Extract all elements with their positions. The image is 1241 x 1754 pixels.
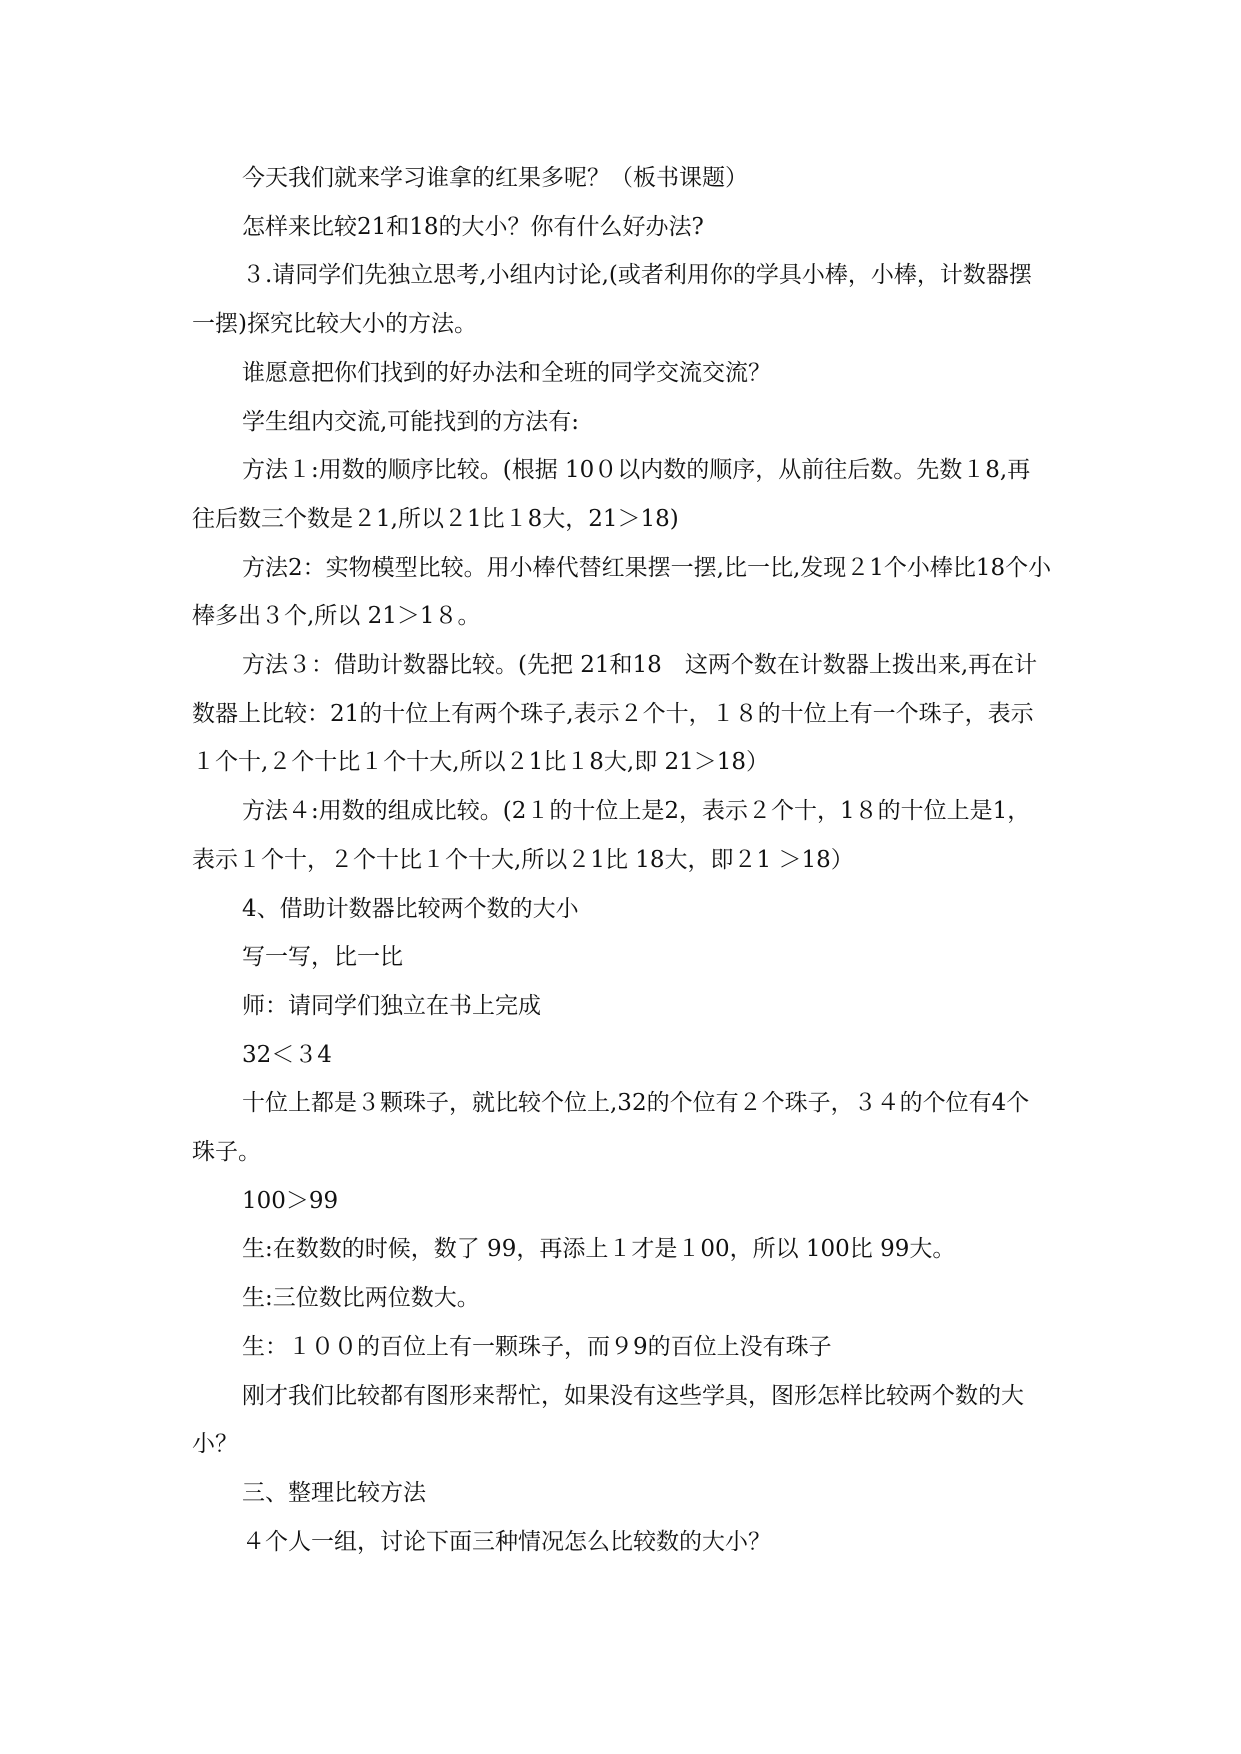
document-body xyxy=(192,154,1052,1566)
paragraph-student-answer-2: 生:三位数比两位数大。 xyxy=(242,1285,480,1312)
paragraph-method-4: 方法４:用数的组成比较。(2１的十位上是2，表示２个十，1８的十位上是1，表示１个十，２个十比１个十大,所以２1比 18大，即２1 ＞18） xyxy=(192,798,1031,873)
paragraph-explanation-32-34: 十位上都是３颗珠子，就比较个位上,32的个位有２个珠子，３４的个位有4个珠子。 xyxy=(192,1090,1030,1166)
paragraph-step-4-heading: 4、借助计数器比较两个数的大小 xyxy=(242,895,579,922)
paragraph-example-32-34: 32＜３4 xyxy=(242,1041,332,1068)
paragraph-without-tools-question: 刚才我们比较都有图形来帮忙，如果没有这些学具，图形怎样比较两个数的大小？ xyxy=(192,1382,1024,1458)
paragraph-step-3-instructions: ３.请同学们先独立思考,小组内讨论,(或者利用你的学具小棒，小棒，计数器摆一摆)探究比较大小的方法。 xyxy=(192,262,1032,338)
paragraph-lesson-title: 今天我们就来学习谁拿的红果多呢？（板书课题） xyxy=(242,165,748,191)
paragraph-teacher-instruction: 师：请同学们独立在书上完成 xyxy=(242,992,541,1019)
paragraph-student-answer-3: 生：１００的百位上有一颗珠子，而９9的百位上没有珠子 xyxy=(242,1333,832,1360)
paragraph-method-3: 方法３：借助计数器比较。(先把 21和18 这两个数在计数器上拨出来,再在计数器上比较：21的十位上有两个珠子,表示２个十，１８的十位上有一个珠子，表示１个十,２个十比１个十大,所以２1比１8大,即 21＞18） xyxy=(192,652,1038,776)
paragraph-section-3-heading: 三、整理比较方法 xyxy=(242,1479,426,1506)
paragraph-share-prompt: 谁愿意把你们找到的好办法和全班的同学交流交流？ xyxy=(242,359,771,386)
paragraph-example-100-99: 100＞99 xyxy=(242,1187,339,1214)
paragraph-write-compare: 写一写，比一比 xyxy=(242,944,403,971)
paragraph-compare-question: 怎样来比较21和18的大小？你有什么好办法? xyxy=(242,213,704,240)
paragraph-group-discussion: 学生组内交流,可能找到的方法有: xyxy=(242,408,580,435)
paragraph-method-1: 方法１:用数的顺序比较。(根据 10０以内数的顺序，从前往后数。先数１8,再往后数三个数是２1,所以２1比１8大，21＞18) xyxy=(192,457,1031,532)
paragraph-group-task: ４个人一组，讨论下面三种情况怎么比较数的大小？ xyxy=(242,1528,771,1555)
paragraph-student-answer-1: 生:在数数的时候，数了 99，再添上１才是１00，所以 100比 99大。 xyxy=(242,1236,956,1263)
paragraph-method-2: 方法2：实物模型比较。用小棒代替红果摆一摆,比一比,发现２1个小棒比18个小棒多出３个,所以 21＞1８。 xyxy=(192,554,1052,630)
